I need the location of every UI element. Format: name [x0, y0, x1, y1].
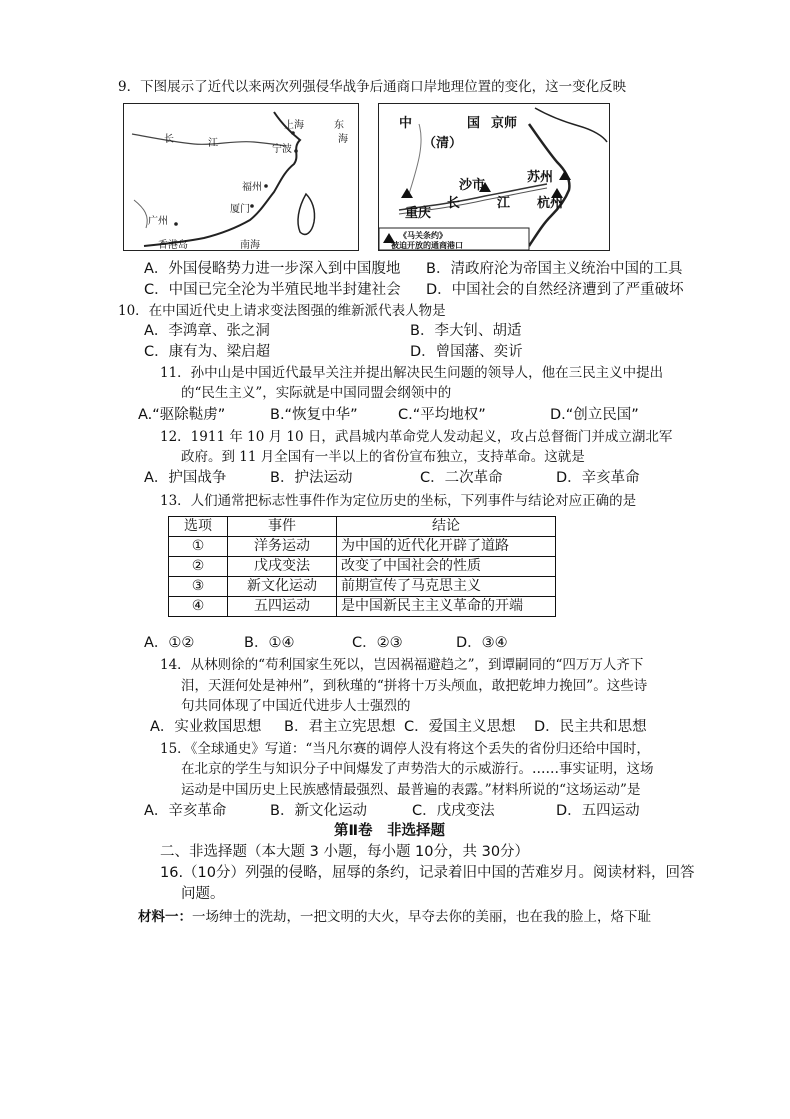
map2-label-chang: 长: [447, 196, 461, 211]
table-row: [169, 597, 556, 617]
q13-option-b: B．①④: [244, 635, 295, 651]
q16-stem-line1: 16.（10分）列强的侵略，屈辱的条约，记录着旧中国的苦难岁月。阅读材料，回答: [160, 865, 695, 881]
section2-intro: 二、非选择题（本大题 3 小题，每小题 10分，共 30分）: [160, 844, 530, 860]
map1-label-dong: 东: [334, 120, 344, 131]
map-treaty-ports-1895: [378, 103, 610, 251]
map-treaty-ports-1842: [123, 103, 359, 251]
map2-legend-ports: 被迫开放的通商港口: [391, 241, 463, 250]
q11-stem-line1: 11．孙中山是中国近代最早关注并提出解决民生问题的领导人，他在三民主义中提出: [160, 365, 664, 381]
q14-stem-line1: 14．从林则徐的“苟利国家生死以，岂因祸福避趋之”，到谭嗣同的“四万万人齐下: [160, 657, 644, 673]
table-cell: ②: [169, 557, 228, 577]
q14-option-a: A．实业救国思想: [150, 719, 262, 735]
table-header-cell: 选项: [169, 517, 228, 537]
map1-label-chang: 长: [164, 134, 174, 145]
table-cell: 新文化运动: [228, 577, 337, 597]
q12-stem-line2: 政府。到 11 月全国有一半以上的省份宣布独立，支持革命。这就是: [181, 449, 585, 465]
q15-option-b: B．新文化运动: [270, 803, 367, 819]
table-row: [169, 577, 556, 597]
q14-option-b: B．君主立宪思想: [284, 719, 396, 735]
q10-option-a: A．李鸿章、张之洞: [144, 323, 270, 339]
map2-label-hangzhou: 杭州: [537, 196, 564, 211]
q10-option-d: D．曾国藩、奕䜣: [410, 344, 523, 360]
table-cell: 前期宣传了马克思主义: [337, 577, 556, 597]
table-cell: 五四运动: [228, 597, 337, 617]
q9-option-a: A．外国侵略势力进一步深入到中国腹地: [144, 261, 401, 277]
q9-option-d: D．中国社会的自然经济遭到了严重破坏: [426, 282, 684, 298]
map2-label-zhong: 中: [399, 116, 413, 131]
table-row: [169, 557, 556, 577]
map2-label-jiang: 江: [497, 196, 511, 211]
map1-label-ningbo: 宁波: [272, 144, 292, 155]
map1-label-hai: 海: [338, 134, 348, 145]
map1-label-hongkong: 香港岛: [158, 240, 188, 251]
map2-label-jingshi: 京师: [491, 116, 518, 131]
q13-stem: 13．人们通常把标志性事件作为定位历史的坐标，下列事件与结论对应正确的是: [160, 493, 637, 509]
table-cell: 改变了中国社会的性质: [337, 557, 556, 577]
q11-option-c: C.“平均地权”: [398, 407, 486, 423]
q12-stem-line1: 12．1911 年 10 月 10 日，武昌城内革命党人发动起义，攻占总督衙门并成立湖北军: [160, 429, 673, 445]
section2-title: 第Ⅱ卷 非选择题: [334, 823, 446, 839]
q11-stem-line2: 的“民生主义”，实际就是中国同盟会纲领中的: [181, 385, 452, 401]
q15-option-c: C．戊戌变法: [412, 803, 495, 819]
q11-option-b: B.“恢复中华”: [270, 407, 358, 423]
q12-option-b: B．护法运动: [270, 470, 353, 486]
q14-option-d: D．民主共和思想: [534, 719, 647, 735]
q9-stem: 9．下图展示了近代以来两次列强侵华战争后通商口岸地理位置的变化，这一变化反映: [118, 79, 627, 95]
q10-option-c: C．康有为、梁启超: [144, 344, 271, 360]
q10-option-b: B．李大钊、胡适: [410, 323, 522, 339]
map2-legend-treaty: 《马关条约》: [399, 231, 447, 240]
table-header-cell: 事件: [228, 517, 337, 537]
q15-stem-line1: 15．《全球通史》写道：“当凡尔赛的调停人没有将这个丢失的省份归还给中国时，: [160, 741, 650, 757]
q9-option-b: B．清政府沦为帝国主义统治中国的工具: [426, 261, 683, 277]
map2-label-chongqing: 重庆: [405, 206, 432, 221]
table-header-cell: 结论: [337, 517, 556, 537]
table-cell: ④: [169, 597, 228, 617]
table-header-row: [169, 517, 556, 537]
q11-option-d: D.“创立民国”: [550, 407, 639, 423]
table-row: [169, 537, 556, 557]
q11-option-a: A.“驱除鞑虏”: [138, 407, 226, 423]
q16-stem-line2: 问题。: [181, 886, 225, 902]
material-one-text: 一场绅士的洗劫，一把文明的大火，早夺去你的美丽，也在我的脸上，烙下耻: [192, 909, 651, 925]
q12-option-c: C．二次革命: [420, 470, 503, 486]
q9-option-c: C．中国已完全沦为半殖民地半封建社会: [144, 282, 401, 298]
table-cell: 戊戌变法: [228, 557, 337, 577]
coastline-map-1: [124, 104, 358, 250]
map1-label-xiamen: 厦门: [230, 204, 250, 215]
q13-option-a: A．①②: [144, 635, 195, 651]
material-one: [138, 908, 651, 926]
table-cell: ①: [169, 537, 228, 557]
table-cell: 洋务运动: [228, 537, 337, 557]
q13-option-c: C．②③: [352, 635, 403, 651]
table-cell: 是中国新民主主义革命的开端: [337, 597, 556, 617]
map2-label-shashi: 沙市: [459, 178, 486, 193]
q15-stem-line2: 在北京的学生与知识分子中间爆发了声势浩大的示威游行。……事实证明，这场: [181, 761, 654, 777]
q15-option-d: D．五四运动: [556, 803, 640, 819]
table-cell: 为中国的近代化开辟了道路: [337, 537, 556, 557]
q15-stem-line3: 运动是中国历史上民族感情最强烈、最普遍的表露。”材料所说的“这场运动”是: [181, 782, 641, 798]
q13-table: [168, 516, 556, 617]
map1-label-nanhai: 南海: [240, 240, 260, 251]
map2-label-guo: 国: [467, 116, 481, 131]
q12-option-a: A．护国战争: [144, 470, 227, 486]
material-one-label: 材料一：: [138, 909, 192, 925]
map1-label-guangzhou: 广州: [148, 216, 168, 227]
map1-label-shanghai: 上海: [284, 120, 304, 131]
q10-stem: 10．在中国近代史上请求变法图强的维新派代表人物是: [118, 303, 446, 319]
q12-option-d: D．辛亥革命: [556, 470, 640, 486]
q15-option-a: A．辛亥革命: [144, 803, 227, 819]
map2-label-qing: （清）: [423, 136, 463, 151]
table-cell: ③: [169, 577, 228, 597]
q14-stem-line3: 句共同体现了中国近代进步人士强烈的: [181, 698, 411, 714]
q14-stem-line2: 泪，天涯何处是神州”，到秋瑾的“拼将十万头颅血，敢把乾坤力挽回”。这些诗: [181, 678, 648, 694]
q13-option-d: D．③④: [456, 635, 508, 651]
map1-label-fuzhou: 福州: [242, 182, 262, 193]
q14-option-c: C．爱国主义思想: [404, 719, 516, 735]
map1-label-jiang: 江: [208, 138, 218, 149]
map2-label-suzhou: 苏州: [527, 170, 554, 185]
